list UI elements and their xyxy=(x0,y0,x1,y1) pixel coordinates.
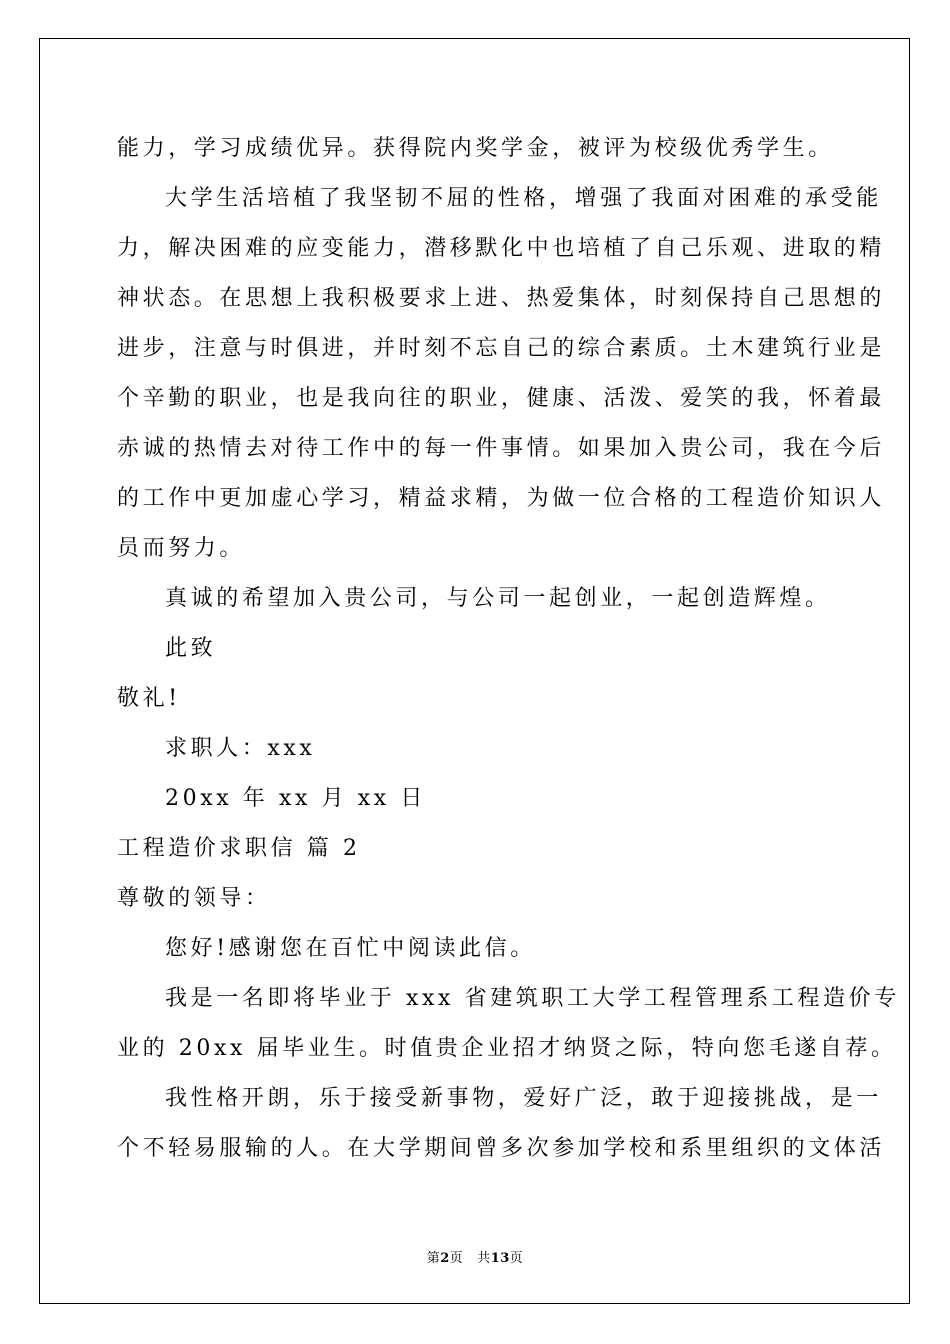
page-prefix: 第 xyxy=(426,1251,441,1266)
text-line: 能力，学习成绩优异。获得院内奖学金，被评为校级优秀学生。 xyxy=(117,136,834,161)
text-line: 员而努力。 xyxy=(117,536,246,561)
text-line: 进步，注意与时俱进，并时刻不忘自己的综合素质。土木建筑行业是 xyxy=(117,336,886,361)
text-line: 个辛勤的职业，也是我向往的职业，健康、活泼、爱笑的我，怀着最 xyxy=(117,386,886,411)
page-footer xyxy=(0,1247,950,1266)
salutation-line: 此致 xyxy=(165,636,217,661)
paragraph-line: 我性格开朗，乐于接受新事物，爱好广泛，敢于迎接挑战，是一 xyxy=(165,1086,882,1111)
greeting-line: 尊敬的领导： xyxy=(117,886,271,911)
applicant-line: 求职人：xxx xyxy=(165,736,316,761)
text-line: 神状态。在思想上我积极要求上进、热爱集体，时刻保持自己思想的 xyxy=(117,286,886,311)
section-title: 工程造价求职信 篇 2 xyxy=(117,836,361,861)
text-line: 的工作中更加虚心学习，精益求精，为做一位合格的工程造价知识人 xyxy=(117,486,886,511)
paragraph-line: 我是一名即将毕业于 xxx 省建筑职工大学工程管理系工程造价专 xyxy=(165,986,900,1011)
total-suffix: 页 xyxy=(509,1251,524,1266)
text-line: 个不轻易服输的人。在大学期间曾多次参加学校和系里组织的文体活 xyxy=(117,1136,886,1161)
paragraph-line: 真诚的希望加入贵公司，与公司一起创业，一起创造辉煌。 xyxy=(165,586,831,611)
text-line: 赤诚的热情去对待工作中的每一件事情。如果加入贵公司，我在今后 xyxy=(117,436,886,461)
date-line: 20xx 年 xx 月 xx 日 xyxy=(165,786,427,811)
paragraph-line: 您好!感谢您在百忙中阅读此信。 xyxy=(165,936,536,961)
text-line: 力，解决困难的应变能力，潜移默化中也培植了自己乐观、进取的精 xyxy=(117,236,886,261)
text-line: 业的 20xx 届毕业生。时值贵企业招才纳贤之际，特向您毛遂自荐。 xyxy=(117,1036,897,1061)
total-prefix: 共 xyxy=(477,1251,491,1266)
page-suffix: 页 xyxy=(449,1251,464,1266)
total-pages: 13 xyxy=(490,1251,510,1266)
closing-line: 敬礼! xyxy=(117,686,181,711)
page-number: 2 xyxy=(440,1251,450,1266)
page-border xyxy=(39,38,910,1304)
paragraph-line: 大学生活培植了我坚韧不屈的性格，增强了我面对困难的承受能 xyxy=(165,186,882,211)
